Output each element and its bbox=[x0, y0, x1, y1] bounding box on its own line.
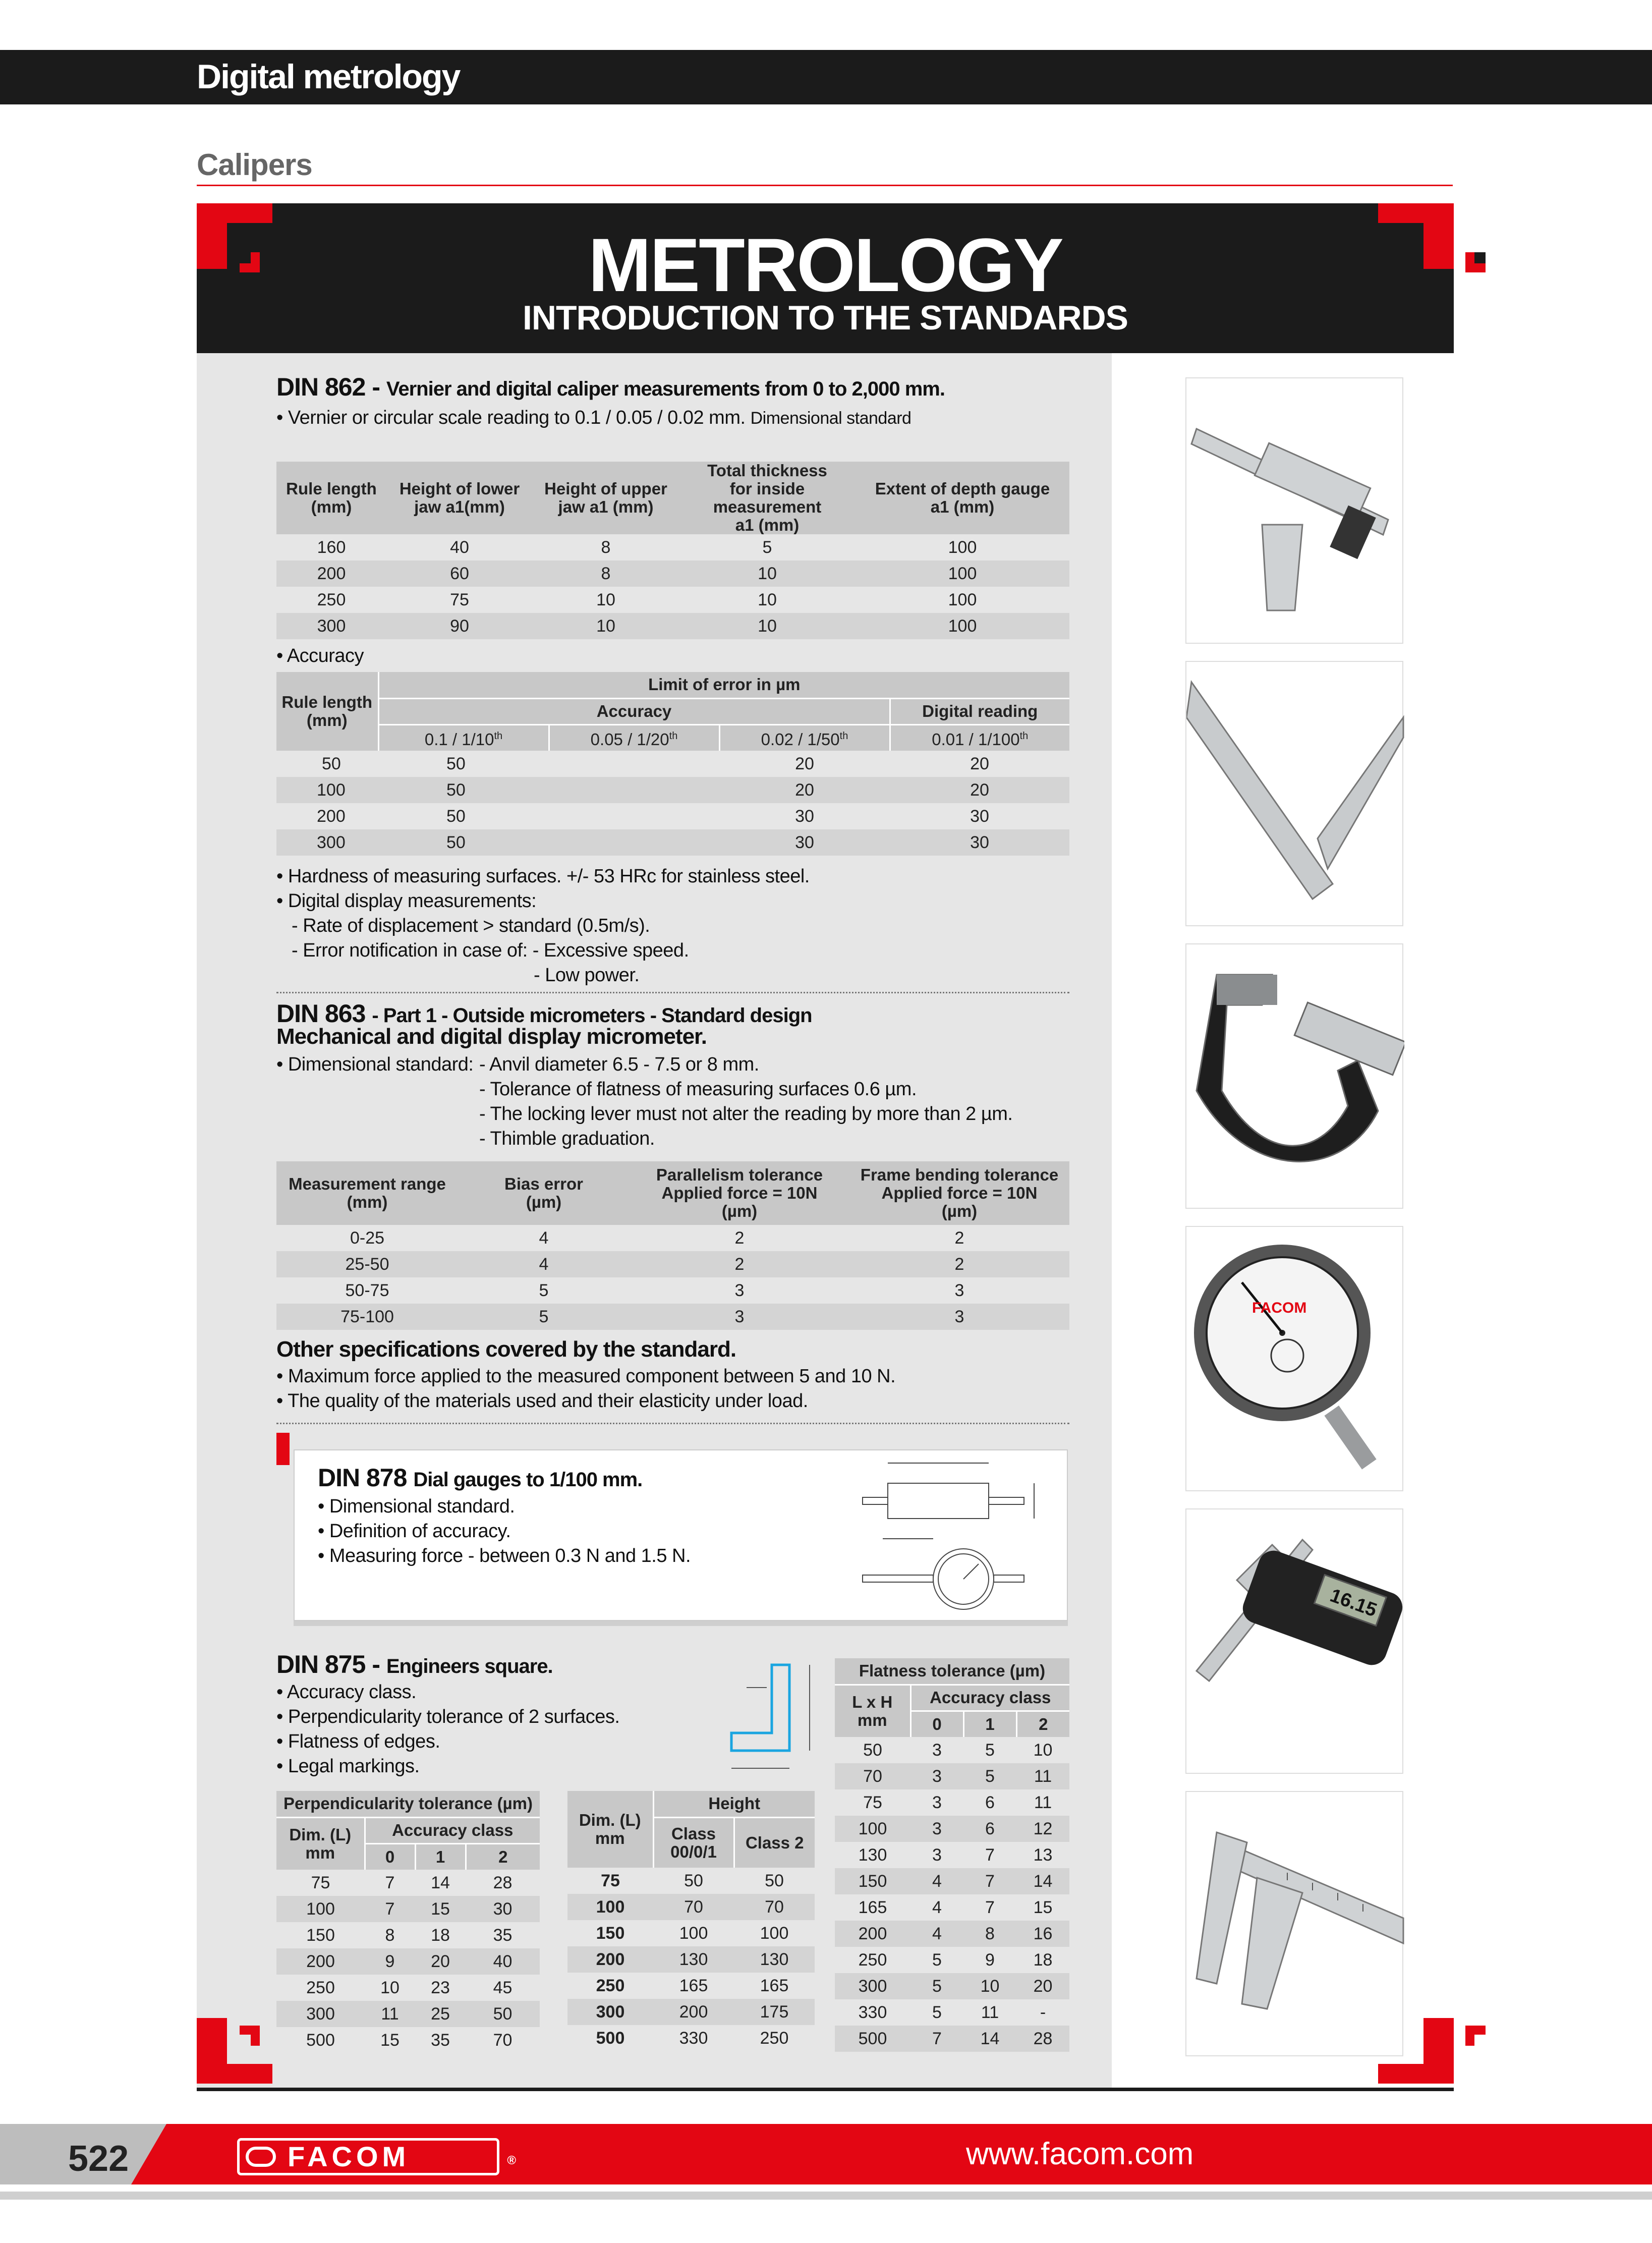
col-header: Height of lower jaw a1(mm) bbox=[386, 462, 533, 534]
table-row: 100 7 15 30 bbox=[276, 1896, 540, 1922]
depth-caliper-photo bbox=[1185, 377, 1403, 644]
table-row: 75 3 6 11 bbox=[835, 1789, 1069, 1816]
din862-note: - Error notification in case of: - Excessive speed. bbox=[292, 940, 689, 961]
col-header: Digital reading bbox=[890, 698, 1069, 724]
din862-accuracy-table: Rule length (mm) Limit of error in µm Accuracy Digital reading 0.1 / 1/10th 0.05 / 1/20th 0.02 / 1/50th 0.01 / 1/100th 50 50 20 20 100 50 20 20 200 50 30 30 300 50 30 30 bbox=[276, 672, 1069, 856]
col-header: Bias error (µm) bbox=[458, 1161, 630, 1225]
corner-square bbox=[240, 2026, 260, 2046]
din863-subheading: Mechanical and digital display micrometer. bbox=[276, 1024, 707, 1049]
din875-item: • Perpendicularity tolerance of 2 surfaces. bbox=[276, 1706, 620, 1727]
table-row: 500 15 35 70 bbox=[276, 2027, 540, 2053]
banner-subtitle: INTRODUCTION TO THE STANDARDS bbox=[522, 299, 1128, 337]
accuracy-label: • Accuracy bbox=[276, 645, 364, 666]
col-header: Rule length (mm) bbox=[276, 672, 378, 751]
col-header: Perpendicularity tolerance (µm) bbox=[276, 1791, 540, 1817]
din863-table bbox=[276, 1161, 1069, 1330]
col-header: Parallelism tolerance Applied force = 10N (µm) bbox=[630, 1161, 849, 1225]
engineers-square-photo bbox=[1185, 661, 1403, 926]
din863-std-item: - The locking lever must not alter the reading by more than 2 µm. bbox=[479, 1103, 1013, 1125]
table-row: 75 7 14 28 bbox=[276, 1870, 540, 1896]
col-header: Accuracy class bbox=[910, 1685, 1069, 1711]
table-row: 200 4 8 16 bbox=[835, 1921, 1069, 1947]
din862-note: - Rate of displacement > standard (0.5m/s). bbox=[292, 915, 650, 936]
table-row: 250 75 10 10 100 bbox=[317, 590, 977, 609]
footer-url[interactable]: www.facom.com bbox=[966, 2137, 1194, 2171]
photo-brand: FACOM bbox=[1252, 1300, 1307, 1316]
din862-note: • Digital display measurements: bbox=[276, 890, 537, 912]
banner-title: METROLOGY bbox=[588, 222, 1062, 307]
din875-item: • Accuracy class. bbox=[276, 1681, 417, 1703]
caliper-display-value: 16.15 bbox=[1327, 1585, 1380, 1621]
accent-mark bbox=[276, 1433, 290, 1465]
din862-heading: DIN 862 - Vernier and digital caliper measurements from 0 to 2,000 mm. bbox=[276, 373, 945, 401]
col-header: Flatness tolerance (µm) bbox=[835, 1658, 1069, 1685]
table-row: 160 40 8 5 100 bbox=[317, 537, 977, 557]
din875-heading: DIN 875 - Engineers square. bbox=[276, 1650, 553, 1678]
col-header: Accuracy bbox=[378, 698, 890, 724]
col-header: Class 00/0/1 bbox=[653, 1817, 734, 1868]
col-header: Total thickness for inside measurement a1 (mm) bbox=[679, 462, 856, 534]
din878-item: • Definition of accuracy. bbox=[318, 1521, 511, 1542]
table-row: 50 3 5 10 bbox=[835, 1737, 1069, 1763]
din862-note: - Low power. bbox=[534, 965, 640, 986]
table-row: 50 50 20 20 bbox=[276, 751, 1069, 777]
table-row: 75 50 50 bbox=[567, 1868, 815, 1894]
col-header: Height bbox=[653, 1791, 815, 1817]
table-row: 300 200 175 bbox=[567, 1999, 815, 2025]
din863-std-label: • Dimensional standard: bbox=[276, 1054, 474, 1075]
col-header: Dim. (L) mm bbox=[567, 1791, 653, 1868]
engineers-square-drawing bbox=[706, 1655, 832, 1781]
page-number: 522 bbox=[68, 2139, 129, 2179]
divider bbox=[276, 1423, 1069, 1424]
section-header-bar bbox=[0, 50, 1652, 104]
table-row: 0-25 4 2 2 bbox=[350, 1228, 964, 1248]
din878-item: • Dimensional standard. bbox=[318, 1496, 515, 1517]
panel-bottom-rule bbox=[197, 2088, 1454, 2091]
table-row: 100 70 70 bbox=[567, 1894, 815, 1920]
table-row: 250 10 23 45 bbox=[276, 1975, 540, 2001]
dial-gauge-drawing bbox=[852, 1453, 1054, 1614]
col-header: L x H mm bbox=[835, 1685, 910, 1737]
din878-heading: DIN 878 Dial gauges to 1/100 mm. bbox=[318, 1464, 643, 1492]
section-title: Digital metrology bbox=[197, 58, 460, 96]
table-row: 330 5 11 - bbox=[835, 1999, 1069, 2026]
table-row: 150 8 18 35 bbox=[276, 1922, 540, 1948]
table-row: 200 130 130 bbox=[567, 1946, 815, 1973]
flatness-table: Flatness tolerance (µm) L x H mm Accuracy class 0 1 2 50 3 5 10 70 3 5 11 75 3 6 11 100 3 6 12 130 3 7 13 150 4 7 14 165 4 7 15 200 4 8 16 250 5 9 18 300 5 10 20 330 5 11 - 500 7 14 28 bbox=[835, 1658, 1069, 2052]
divider bbox=[276, 992, 1069, 993]
col-header: Extent of depth gauge a1 (mm) bbox=[856, 462, 1069, 534]
din878-item: • Measuring force - between 0.3 N and 1.5 N. bbox=[318, 1545, 691, 1566]
col-header: Accuracy class bbox=[365, 1817, 540, 1843]
perpendicularity-table: Perpendicularity tolerance (µm) Dim. (L) mm Accuracy class 0 1 2 75 7 14 28 100 7 15 30 150 8 18 35 200 9 20 40 250 10 23 45 300 11 25 50 500 15 35 70 bbox=[276, 1791, 540, 2053]
height-table bbox=[567, 1791, 815, 2051]
din862-note: • Hardness of measuring surfaces. +/- 53 HRc for stainless steel. bbox=[276, 866, 810, 887]
table-row: 50-75 5 3 3 bbox=[345, 1280, 964, 1300]
col-header: Height of upper jaw a1 (mm) bbox=[533, 462, 679, 534]
col-header: Measurement range (mm) bbox=[276, 1161, 458, 1225]
table-row: 100 50 20 20 bbox=[276, 777, 1069, 803]
table-row: 500 330 250 bbox=[567, 2025, 815, 2051]
subsection-title: Calipers bbox=[197, 148, 312, 182]
table-row: 300 11 25 50 bbox=[276, 2001, 540, 2027]
col-header: Dim. (L) mm bbox=[276, 1817, 365, 1870]
logo-mark-icon bbox=[246, 2147, 276, 2167]
din863-heading: DIN 863 - Part 1 - Outside micrometers - Standard design bbox=[276, 999, 812, 1028]
digital-caliper-photo bbox=[1185, 1508, 1403, 1774]
table-row: 300 5 10 20 bbox=[835, 1973, 1069, 1999]
din863-std-item: - Tolerance of flatness of measuring surfaces 0.6 µm. bbox=[479, 1079, 917, 1100]
vernier-caliper-photo bbox=[1185, 1791, 1403, 2056]
din863-std-item: - Thimble graduation. bbox=[479, 1128, 655, 1149]
table-row: 250 165 165 bbox=[567, 1973, 815, 1999]
din863-std-item: - Anvil diameter 6.5 - 7.5 or 8 mm. bbox=[479, 1054, 759, 1075]
table-row: 200 60 8 10 100 bbox=[276, 560, 1069, 587]
banner bbox=[197, 203, 1454, 353]
table-row: 130 3 7 13 bbox=[835, 1842, 1069, 1868]
table-row: 200 50 30 30 bbox=[276, 803, 1069, 829]
din862-line1: • Vernier or circular scale reading to 0.1 / 0.05 / 0.02 mm. Dimensional standard bbox=[276, 407, 912, 428]
table-row: 300 90 10 10 100 bbox=[276, 613, 1069, 639]
table-row: 165 4 7 15 bbox=[835, 1894, 1069, 1921]
din875-item: • Legal markings. bbox=[276, 1756, 420, 1777]
col-header: Class 2 bbox=[734, 1817, 815, 1868]
table-row: 150 4 7 14 bbox=[835, 1868, 1069, 1894]
corner-square bbox=[1465, 2026, 1486, 2046]
subsection-rule bbox=[197, 185, 1453, 186]
footer-strip bbox=[0, 2192, 1652, 2200]
col-header: Frame bending tolerance Applied force = 10N (µm) bbox=[849, 1161, 1069, 1225]
din863-other-item: • Maximum force applied to the measured component between 5 and 10 N. bbox=[276, 1366, 896, 1387]
table-row: 200 9 20 40 bbox=[276, 1948, 540, 1975]
micrometer-photo bbox=[1185, 943, 1403, 1209]
table-row: 75-100 5 3 3 bbox=[276, 1304, 1069, 1330]
table-row: 100 3 6 12 bbox=[835, 1816, 1069, 1842]
col-header: Rule length (mm) bbox=[276, 462, 386, 534]
din862-dimensions-table bbox=[276, 462, 1069, 639]
table-row: 150 100 100 bbox=[567, 1920, 815, 1946]
corner-square bbox=[240, 252, 260, 272]
din875-item: • Flatness of edges. bbox=[276, 1731, 440, 1752]
corner-square bbox=[1465, 252, 1486, 272]
col-header: Limit of error in µm bbox=[378, 672, 1069, 698]
din863-other-title: Other specifications covered by the standard. bbox=[276, 1337, 736, 1362]
dial-gauge-photo bbox=[1185, 1226, 1403, 1491]
din863-other-item: • The quality of the materials used and their elasticity under load. bbox=[276, 1390, 808, 1412]
table-row: 250 5 9 18 bbox=[835, 1947, 1069, 1973]
table-row: 25-50 4 2 2 bbox=[276, 1251, 1069, 1277]
facom-logo: FACOM ® bbox=[237, 2138, 499, 2175]
photo-brand: FACOM bbox=[1235, 1071, 1311, 1123]
table-row: 300 50 30 30 bbox=[276, 829, 1069, 856]
table-row: 500 7 14 28 bbox=[835, 2026, 1069, 2052]
table-row: 70 3 5 11 bbox=[835, 1763, 1069, 1789]
